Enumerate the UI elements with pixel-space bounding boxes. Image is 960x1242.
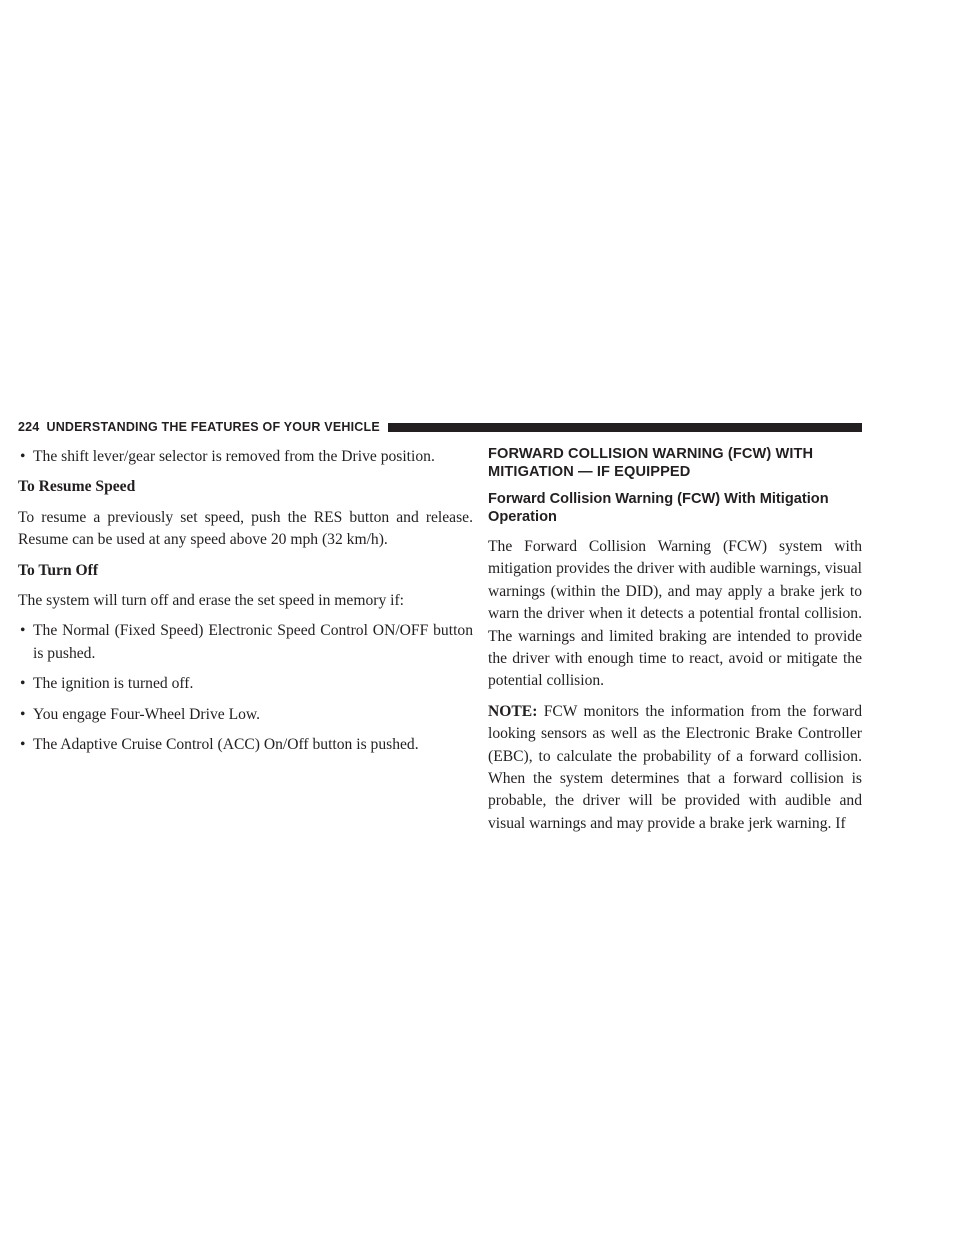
section-title: UNDERSTANDING THE FEATURES OF YOUR VEHICLE	[46, 420, 380, 434]
note-label: NOTE:	[488, 702, 538, 720]
resume-speed-heading: To Resume Speed	[18, 478, 136, 496]
bullet-icon: •	[20, 675, 26, 693]
bullet-icon: •	[20, 622, 26, 640]
list-item	[18, 704, 473, 726]
bullet-icon: •	[20, 705, 26, 723]
turn-off-text: The system will turn off and erase the set speed in memory if:	[18, 592, 404, 610]
page-header	[18, 419, 862, 435]
list-item-text: The shift lever/gear selector is removed from the Drive position.	[33, 448, 435, 465]
fcw-note	[488, 701, 862, 835]
list-item-text: The ignition is turned off.	[33, 675, 194, 693]
page-number: 224	[18, 420, 40, 434]
list-item-text: The Adaptive Cruise Control (ACC) On/Off button is pushed.	[33, 736, 419, 754]
header-rule	[388, 423, 862, 432]
list-item-text: You engage Four-Wheel Drive Low.	[33, 705, 261, 723]
left-column	[18, 446, 473, 764]
list-item	[18, 446, 473, 468]
fcw-paragraph: The Forward Collision Warning (FCW) system with mitigation provides the driver with audible warnings, visual warnings (within the DID), and may apply a brake jerk to warn the driver when it detects a potential frontal collision. The warnings and limited braking are intended to provide the driver with enough time to react, avoid or mitigate the potential collision.	[488, 538, 862, 690]
fcw-sub-heading: Forward Collision Warning (FCW) With Mitigation Operation	[488, 491, 829, 525]
turn-off-heading: To Turn Off	[18, 561, 99, 579]
note-text: FCW monitors the information from the forward looking sensors as well as the Electronic Brake Controller (EBC), to calculate the probability of a forward collision. When the system determines that a forward collision is probable, the driver will be provided with audible and visual warnings and may provide a brake jerk warning. If	[488, 702, 862, 832]
list-item	[18, 673, 473, 695]
list-item	[18, 734, 473, 756]
resume-speed-text: To resume a previously set speed, push the RES button and release. Resume can be used at any speed above 20 mph (32 km/h).	[18, 508, 473, 549]
bullet-icon: •	[20, 448, 26, 465]
fcw-main-heading: FORWARD COLLISION WARNING (FCW) WITH MITIGATION — IF EQUIPPED	[488, 446, 814, 480]
list-item	[18, 620, 473, 665]
bullet-icon: •	[20, 736, 26, 754]
list-item-text: The Normal (Fixed Speed) Electronic Speed Control ON/OFF button is pushed.	[33, 622, 473, 662]
right-column	[488, 446, 862, 843]
